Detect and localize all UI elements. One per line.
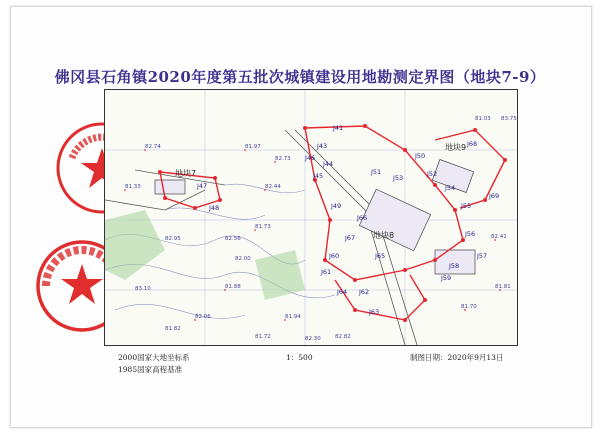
map-label: J45: [313, 172, 324, 180]
map-label: 81.81: [495, 284, 511, 290]
coord-system: 2000国家大地坐标系: [118, 353, 190, 362]
map-label: J56: [465, 230, 476, 238]
parcel-7-label: 地块7: [175, 169, 197, 178]
map-label: J54: [445, 184, 456, 192]
map-label: 82.95: [165, 236, 181, 242]
map-label: 81.03: [475, 116, 491, 122]
map-label: J61: [321, 268, 332, 276]
map-title: 佛冈县石角镇2020年度第五批次城镇建设用地勘测定界图（地块7-9）: [54, 68, 546, 86]
map-label: J46: [305, 154, 316, 162]
map-label: 83.10: [135, 286, 151, 292]
parcel-8-label: 地块8: [373, 231, 395, 240]
map-scale: 1：500: [286, 353, 313, 362]
map-label: J51: [371, 168, 382, 176]
map-label: J44: [323, 160, 334, 168]
map-label: J62: [359, 288, 370, 296]
map-label: J49: [331, 202, 342, 210]
map-label: 82.56: [225, 236, 241, 242]
map-label: 81.82: [165, 326, 181, 332]
map-label: 81.94: [285, 314, 301, 320]
cadastral-map: [104, 89, 518, 346]
map-label: J68: [467, 140, 478, 148]
parcel-9-label: 地块9: [445, 143, 467, 152]
map-label: 81.73: [255, 224, 271, 230]
map-label: 82.82: [335, 334, 351, 340]
map-label: 82.41: [491, 234, 507, 240]
height-datum: 1985国家高程基准: [118, 365, 183, 374]
map-label: J64: [337, 288, 348, 296]
map-label: J55: [461, 202, 472, 210]
map-label: 83.75: [501, 116, 517, 122]
map-label: 82.06: [195, 314, 211, 320]
map-label: J66: [357, 214, 368, 222]
map-label: 81.72: [255, 334, 271, 340]
map-label: J60: [329, 252, 340, 260]
map-label: J58: [449, 262, 460, 270]
map-label: J69: [489, 192, 500, 200]
map-label: J59: [441, 274, 452, 282]
map-label: J43: [317, 142, 328, 150]
map-label: J48: [209, 204, 220, 212]
map-label: 82.74: [145, 144, 161, 150]
map-label: 82.73: [275, 156, 291, 162]
map-label: 82.00: [235, 256, 251, 262]
map-label: 82.44: [265, 184, 281, 190]
map-label: 81.97: [245, 144, 261, 150]
map-label: J53: [393, 174, 404, 182]
map-label: J50: [415, 152, 426, 160]
map-label: J65: [375, 252, 386, 260]
map-label: J57: [477, 252, 488, 260]
map-label: 81.88: [225, 284, 241, 290]
map-label: J47: [197, 182, 208, 190]
map-label: J41: [333, 124, 344, 132]
map-date: 制图日期：2020年9月13日: [410, 353, 504, 362]
map-label: 81.70: [461, 304, 477, 310]
map-label: J67: [345, 234, 356, 242]
map-drawing: [105, 90, 517, 345]
map-label: J52: [427, 170, 438, 178]
map-label: 81.33: [125, 184, 141, 190]
map-label: J63: [369, 308, 380, 316]
map-label: 82.30: [305, 336, 321, 342]
